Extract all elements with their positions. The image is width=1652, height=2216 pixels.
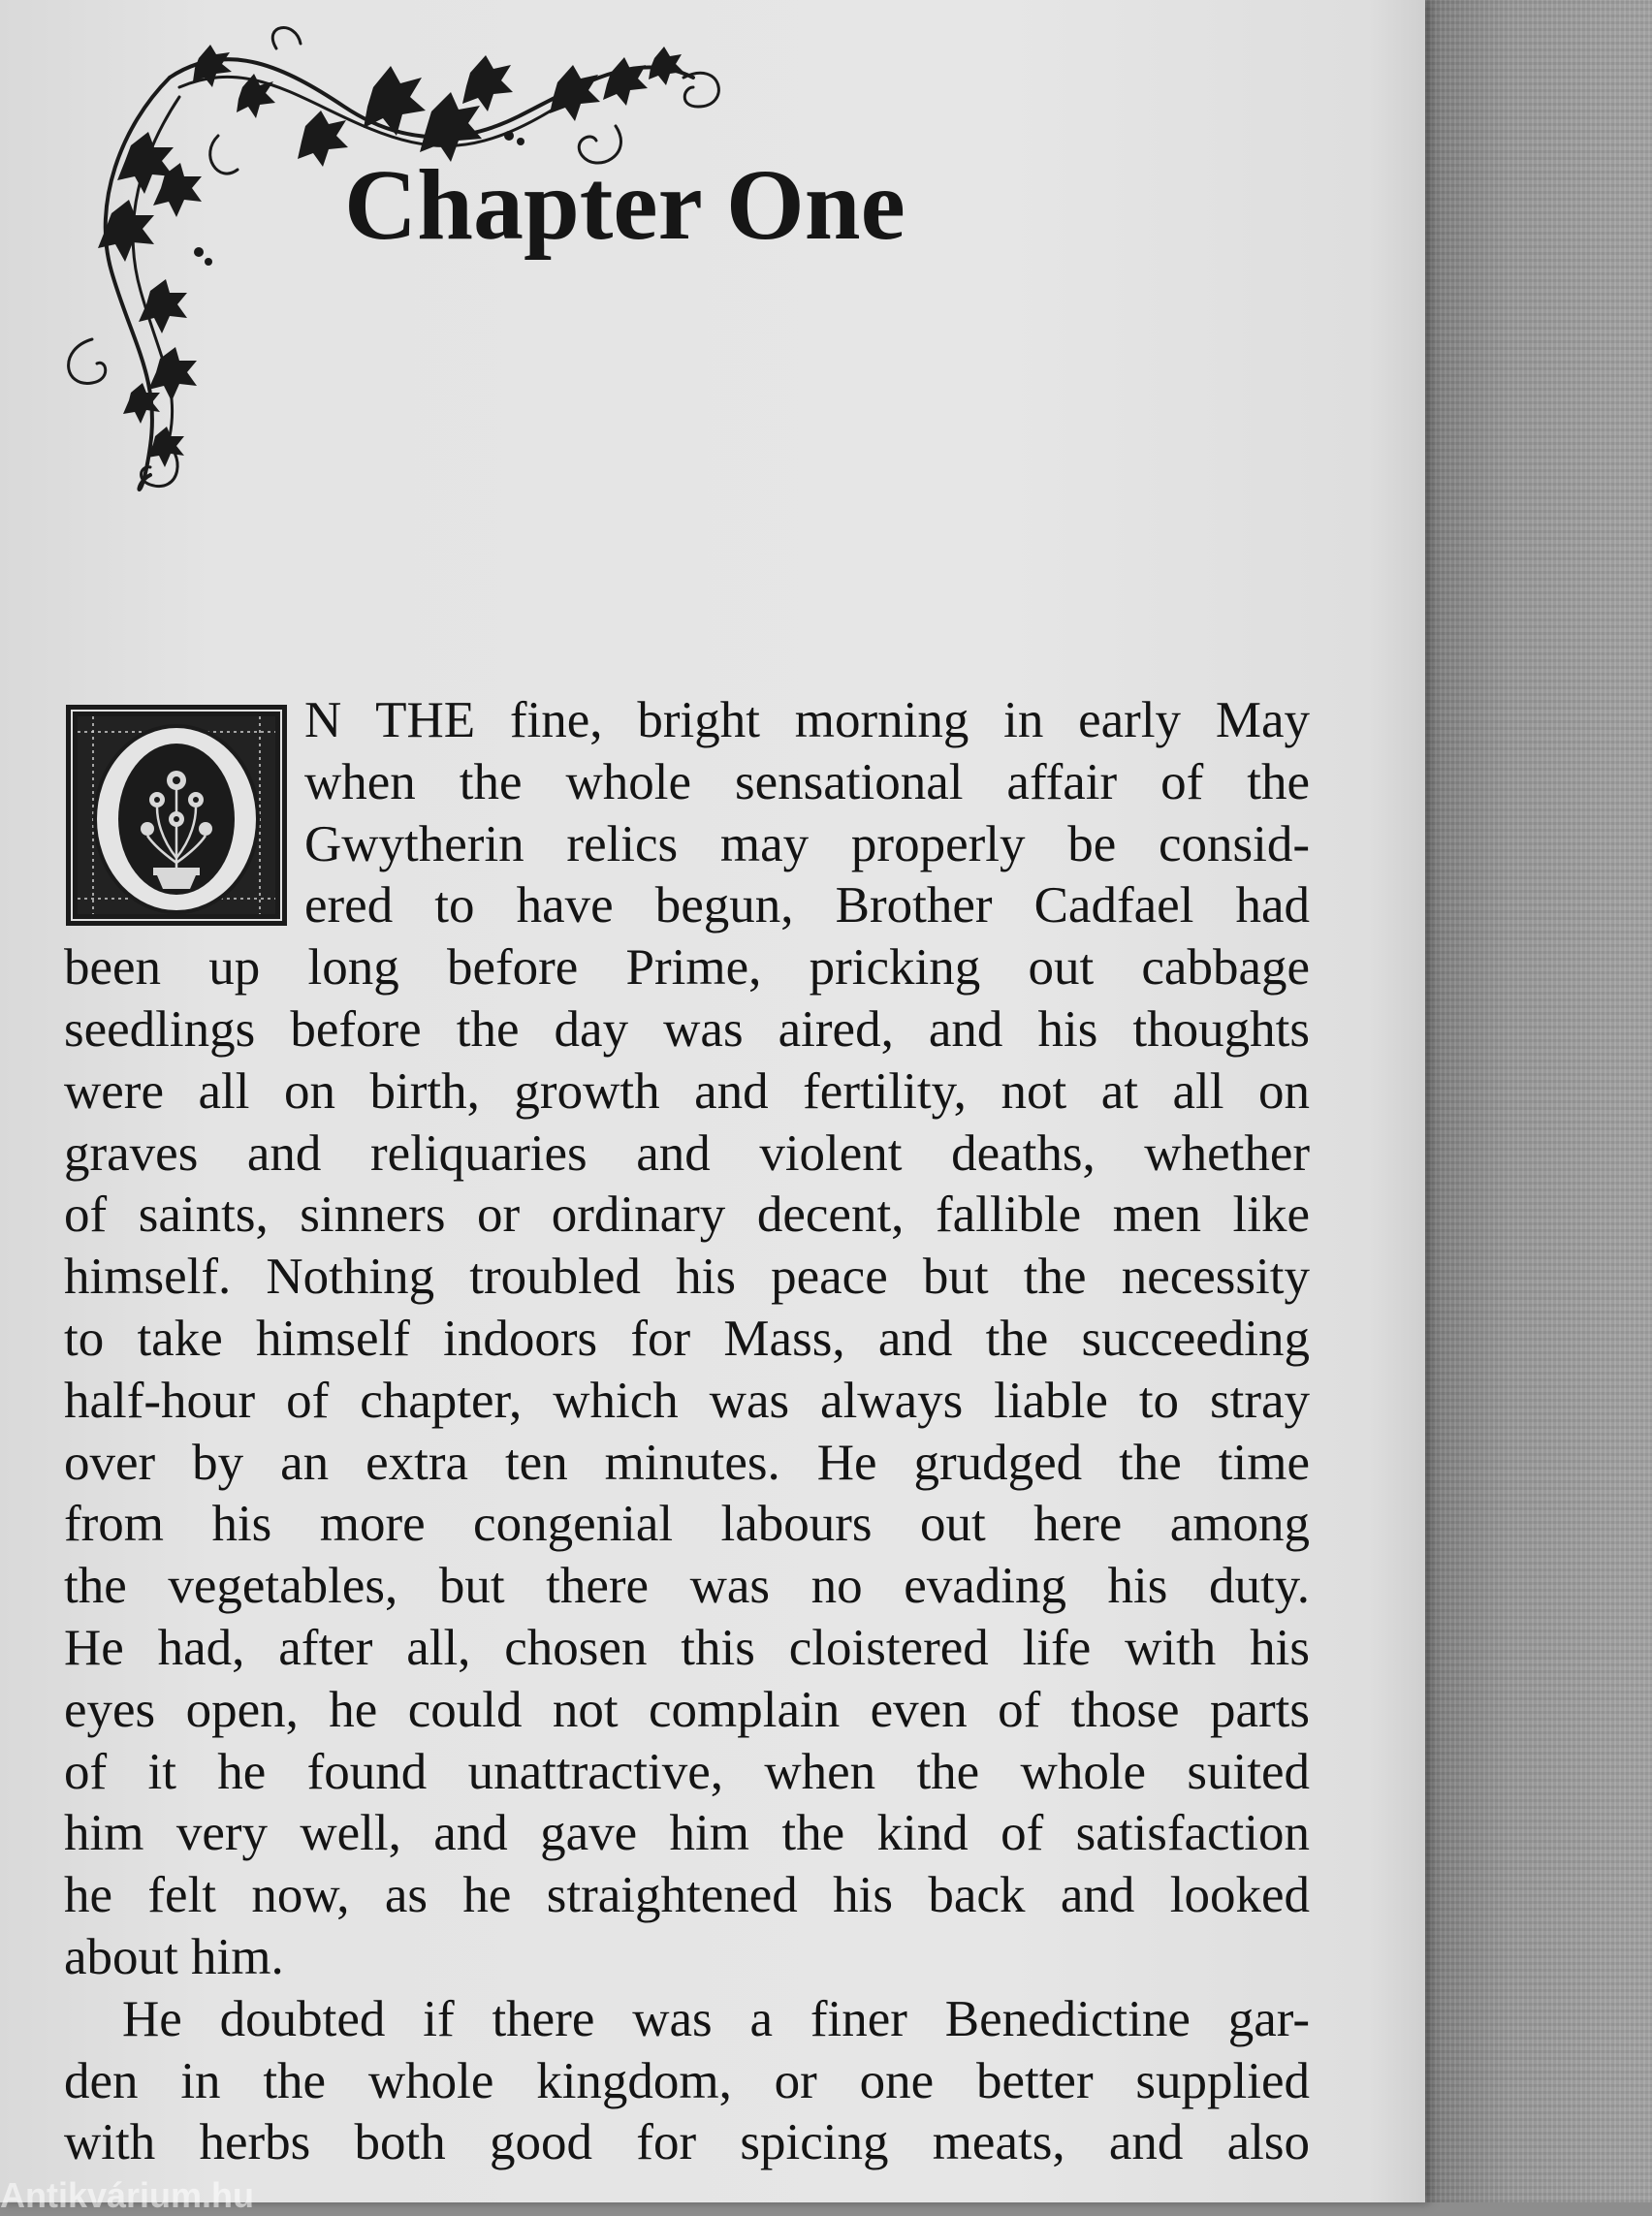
text-line: about him. bbox=[64, 1928, 284, 1985]
text-line: graves and reliquaries and violent deaths, whether bbox=[64, 1124, 1310, 1182]
text-line: with herbs both good for spicing meats, and also bbox=[64, 2114, 1310, 2171]
text-line: He had, after all, chosen this cloistered life with his bbox=[64, 1619, 1310, 1676]
text-line: him very well, and gave him the kind of satisfaction bbox=[64, 1805, 1310, 1862]
text-line: N THE fine, bright morning in early May bbox=[304, 692, 1310, 748]
text-line: ered to have begun, Brother Cadfael had bbox=[304, 877, 1310, 934]
chapter-title: Chapter One bbox=[344, 149, 905, 261]
text-line: to take himself indoors for Mass, and the succeeding bbox=[64, 1310, 1310, 1367]
text-line: half-hour of chapter, which was always liable to stray bbox=[64, 1372, 1310, 1429]
text-line: den in the whole kingdom, or one better supplied bbox=[64, 2052, 1310, 2109]
text-line: eyes open, he could not complain even of those parts bbox=[64, 1681, 1310, 1738]
text-line: He doubted if there was a finer Benedictine gar- bbox=[122, 1990, 1310, 2047]
text-line: of saints, sinners or ordinary decent, fallible men like bbox=[64, 1187, 1310, 1244]
text-line: he felt now, as he straightened his back and looked bbox=[64, 1867, 1310, 1924]
text-line: been up long before Prime, pricking out cabbage bbox=[64, 939, 1310, 997]
watermark: Antikvárium.hu bbox=[0, 2175, 255, 2215]
text-line: the vegetables, but there was no evading his duty. bbox=[64, 1558, 1310, 1615]
text-line: over by an extra ten minutes. He grudged the time bbox=[64, 1434, 1310, 1491]
text-line: himself. Nothing troubled his peace but the necessity bbox=[64, 1249, 1310, 1306]
text-line: of it he found unattractive, when the whole suited bbox=[64, 1743, 1310, 1800]
text-line: seedlings before the day was aired, and his thoughts bbox=[64, 1000, 1310, 1058]
text-line: Gwytherin relics may properly be consid- bbox=[304, 815, 1310, 872]
body-text bbox=[64, 690, 1310, 2174]
background-surface bbox=[1415, 0, 1652, 2202]
text-line: when the whole sensational affair of the bbox=[304, 753, 1310, 810]
text-line: were all on birth, growth and fertility, not at all on bbox=[64, 1062, 1310, 1120]
text-line: from his more congenial labours out here among bbox=[64, 1496, 1310, 1553]
ivy-vine-ornament bbox=[53, 19, 732, 504]
